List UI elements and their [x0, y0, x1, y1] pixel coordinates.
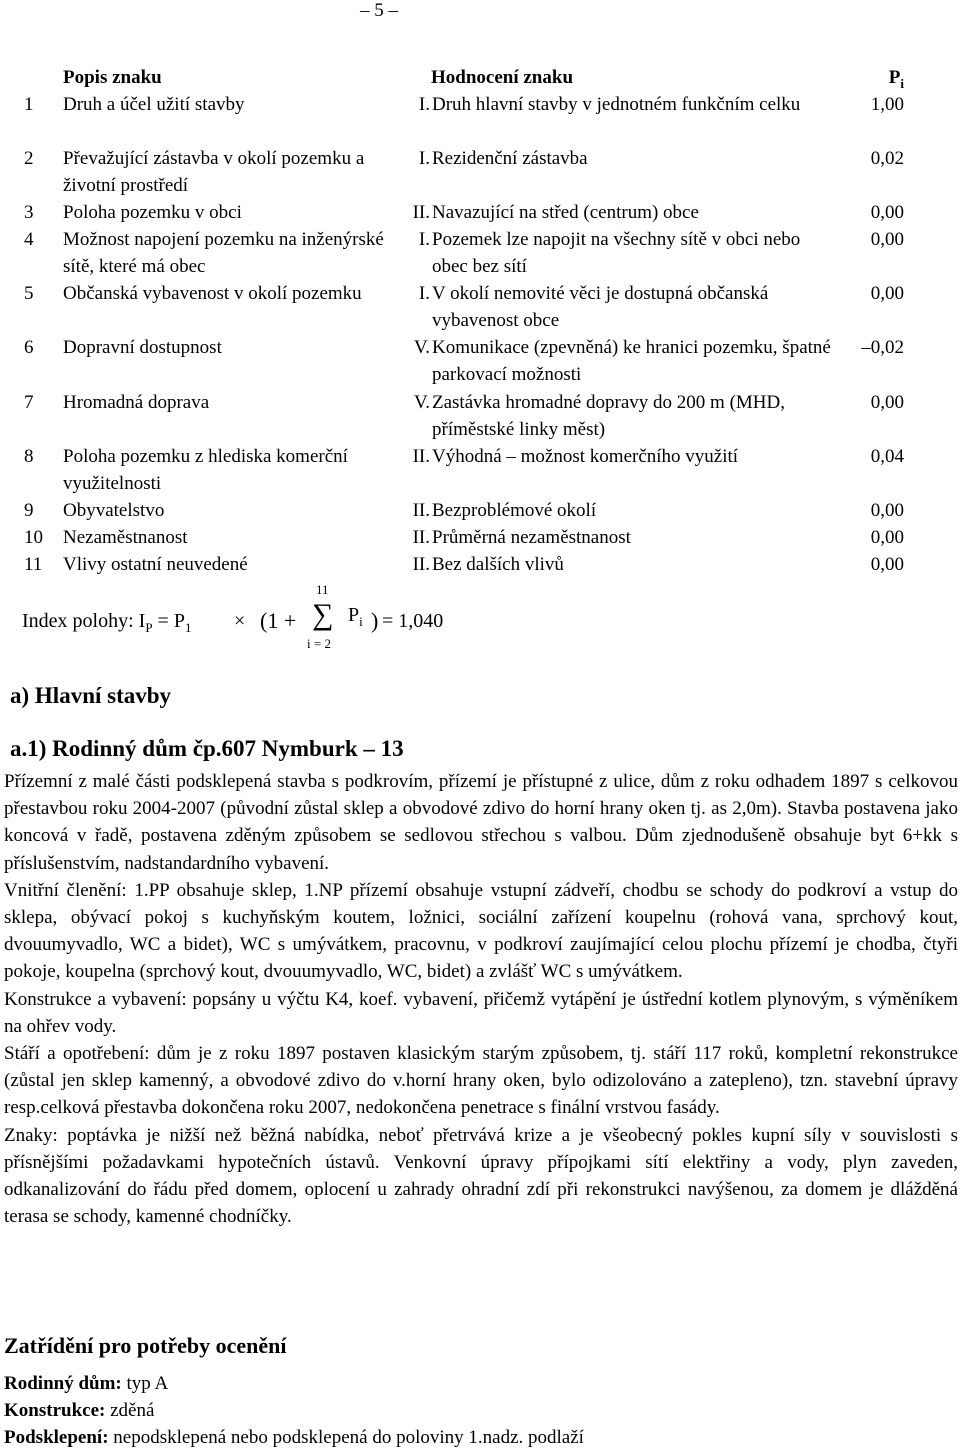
row-pi-value: 1,00: [870, 94, 904, 115]
row-number: 8: [24, 446, 34, 467]
row-description: Vlivy ostatní neuvedené: [63, 554, 248, 575]
row-description: Poloha pozemku z hlediska komerční využitelnosti: [63, 446, 348, 494]
row-level: II.: [412, 527, 430, 548]
row-level: II.: [412, 446, 430, 467]
index-formula: Index polohy: $I_P = P_1$ × (1 + 11 ∑ i = 2 $P_i$ ) = 1,040: [22, 582, 444, 651]
header-eval: Hodnocení znaku: [431, 67, 574, 88]
row-evaluation: [400, 334, 831, 385]
row-evaluation-text: Pozemek lze napojit na všechny sítě v obci nebo obec bez sítí: [432, 229, 801, 277]
row-description: Nezaměstnanost: [63, 527, 188, 548]
row-number: 3: [24, 202, 34, 223]
row-pi-value: 0,00: [870, 392, 904, 413]
paragraph: Konstrukce a vybavení: popsány u výčtu K4, koef. vybavení, přičemž vytápění je ústřední kotlem plynovým, s výměníkem na ohřev vody.: [4, 988, 958, 1037]
row-evaluation-text: Výhodná – možnost komerčního využití: [432, 446, 739, 467]
row-evaluation-text: Druh hlavní stavby v jednotném funkčním celku: [432, 94, 801, 115]
row-description: Občanská vybavenost v okolí pozemku: [63, 283, 362, 304]
classification-item: Podsklepení: nepodsklepená nebo podsklepená do poloviny 1.nadz. podlaží: [4, 1427, 584, 1448]
row-evaluation: [400, 551, 830, 578]
row-evaluation-text: Rezidenční zástavba: [432, 148, 588, 169]
section-heading-a: a) Hlavní stavby: [10, 683, 172, 708]
row-description: Poloha pozemku v obci: [63, 202, 242, 223]
row-number: 11: [24, 554, 43, 575]
row-evaluation: [400, 443, 830, 470]
row-level: V.: [413, 337, 430, 358]
row-pi-value: 0,00: [870, 202, 904, 223]
row-evaluation: [400, 524, 830, 551]
row-pi-value: 0,00: [870, 500, 904, 521]
row-number: 4: [24, 229, 34, 250]
sigma-symbol: ∑: [312, 598, 334, 631]
row-number: 6: [24, 337, 34, 358]
row-evaluation-text: Bezproblémové okolí: [432, 500, 597, 521]
paragraph: Přízemní z malé části podsklepená stavba s podkrovím, přízemí je přístupné z ulice, dům z roku odhadem 1897 s celkovou přestavbou roku 2004-2007 (původní zůstal sklep a obvodové zdivo do horní hrany oken tj. as 2,0m). Stavba postavena jako koncová v řadě, postavena zděným způsobem se sedlovou střechou s valbou. Dům zjednodušeně obsahuje byt 6+kk s příslušenstvím, nadstandardního vybavení.: [4, 771, 958, 874]
row-evaluation-text: Zastávka hromadné dopravy do 200 m (MHD, příměstské linky měst): [432, 392, 786, 440]
row-pi-value: 0,02: [870, 148, 904, 169]
row-pi-value: 0,00: [870, 554, 904, 575]
row-number: 10: [24, 527, 43, 548]
classification-item: Rodinný dům: typ A: [4, 1373, 169, 1394]
row-evaluation: [400, 226, 830, 277]
row-pi-value: 0,00: [870, 229, 904, 250]
row-number: 9: [24, 500, 34, 521]
row-level: II.: [412, 554, 430, 575]
row-evaluation-text: V okolí nemovité věci je dostupná občanská vybavenost obce: [432, 283, 769, 331]
row-pi-value: 0,04: [870, 446, 904, 467]
row-pi-value: –0,02: [861, 337, 904, 358]
row-level: I.: [418, 148, 430, 169]
paragraph: Znaky: poptávka je nižší než běžná nabídka, neboť přetrvává krize a je všeobecný pokles kupní síly v souvislosti s přísnějšími požadavkami hypotečních ústavů. Venkovní úpravy přípojkami sítí elektřiny a vody, plyn zaveden, odkanalizování do řádu před domem, oplocení u zahrady ohradní zdí při rekonstrukci navýšenou, za domem je dlážděná terasa se schody, kamenné chodníčky.: [4, 1124, 958, 1228]
paragraph: Vnitřní členění: 1.PP obsahuje sklep, 1.NP přízemí obsahuje vstupní zádveří, chodbu se schody do podkroví a vstup do sklepa, obývací pokoj s kuchyňským koutem, ložnici, sociální zařízení koupelnu (rohová vana, sprchový kout, dvouumyvadlo, WC a bidet), WC s umývátkem, pracovnu, v podkroví zaujímající celou plochu přízemí je chodba, čtyři pokoje, koupelna (sprchový kout, dvouumyvadlo, WC, bidet) a zvlášť WC s umývátkem.: [4, 879, 958, 983]
paragraph: Stáří a opotřebení: dům je z roku 1897 postaven klasickým starým způsobem, tj. stáří 117 roků, kompletní rekonstrukce (zůstal jen sklep kamenný, a obvodové zdivo do v.horní hrany oken, bylo odizolováno a zatepleno), tzn. stavební úpravy resp.celková přestavba dokončena roku 2007, nedokončena penetrace s finální vrstvou fasády.: [4, 1043, 958, 1119]
row-evaluation-text: Komunikace (zpevněná) ke hranici pozemku, špatné parkovací možnosti: [432, 337, 831, 385]
row-description: Obyvatelstvo: [63, 500, 165, 521]
row-number: 5: [24, 283, 34, 304]
row-description: Možnost napojení pozemku na inženýrské sítě, které má obec: [63, 229, 384, 277]
row-level: I.: [418, 229, 430, 250]
row-description: Dopravní dostupnost: [63, 337, 222, 358]
description-text: [4, 768, 958, 1230]
row-evaluation: [400, 145, 830, 172]
row-level: II.: [412, 202, 430, 223]
page-number: – 5 –: [360, 0, 398, 21]
row-level: I.: [418, 283, 430, 304]
row-description: Druh a účel užití stavby: [63, 94, 245, 115]
row-evaluation: [400, 280, 830, 331]
classification-item: Konstrukce: zděná: [4, 1400, 155, 1421]
row-evaluation-text: Navazující na střed (centrum) obce: [432, 202, 699, 223]
row-evaluation: [400, 199, 830, 226]
classification-title: Zatřídění pro potřeby ocenění: [4, 1333, 287, 1358]
row-level: V.: [413, 392, 430, 413]
header-desc: Popis znaku: [63, 67, 162, 88]
row-level: I.: [418, 94, 430, 115]
row-evaluation-text: Bez dalších vlivů: [432, 554, 564, 575]
row-number: 1: [24, 94, 34, 115]
row-number: 2: [24, 148, 34, 169]
row-pi-value: 0,00: [870, 283, 904, 304]
row-description: Převažující zástavba v okolí pozemku a životní prostředí: [63, 148, 365, 196]
row-number: 7: [24, 392, 34, 413]
header-pi: $P_i$: [888, 67, 904, 91]
row-evaluation: [400, 497, 830, 524]
row-evaluation: [400, 389, 830, 440]
row-evaluation: [400, 91, 830, 118]
section-heading-a1: a.1) Rodinný dům čp.607 Nymburk – 13: [10, 736, 404, 761]
row-level: II.: [412, 500, 430, 521]
row-evaluation-text: Průměrná nezaměstnanost: [432, 527, 631, 548]
row-description: Hromadná doprava: [63, 392, 210, 413]
row-pi-value: 0,00: [870, 527, 904, 548]
